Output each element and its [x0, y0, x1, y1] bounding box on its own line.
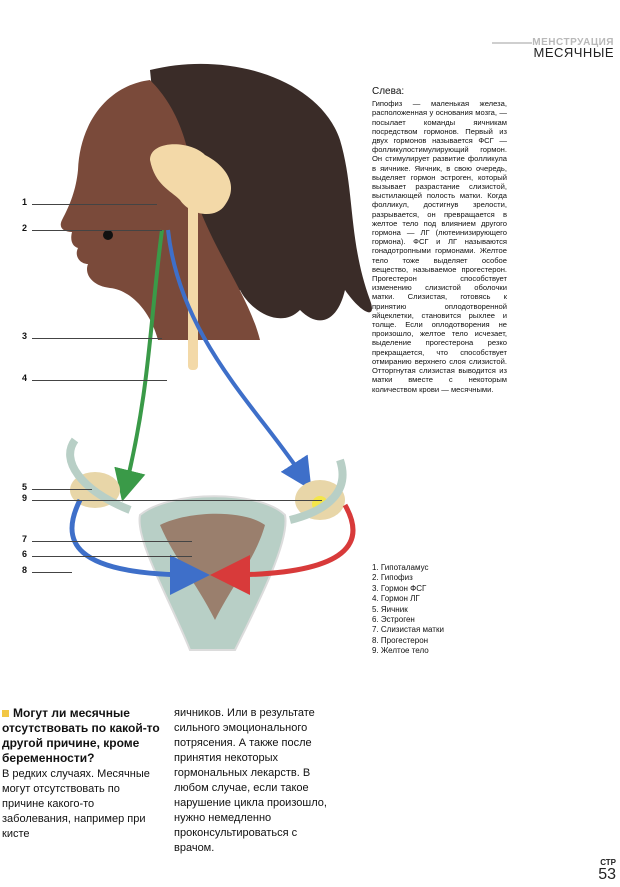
leader-line-8 — [32, 572, 72, 573]
leader-line-5 — [32, 489, 92, 490]
section-subtitle: МЕНСТРУАЦИЯ — [532, 37, 614, 48]
figure-number-4: 4 — [22, 373, 28, 383]
answer-col-2: яичников. Или в результате сильного эмоционального потрясения. А также после принятия некоторых гормональных лекарств. В любом случае, если такое нарушение цикла произошло, нужно немедленно проконсультироваться с врачом. — [174, 707, 327, 854]
figure-number-8: 8 — [22, 565, 28, 575]
figure-legend — [372, 563, 444, 657]
figure-number-6: 6 — [22, 549, 28, 559]
answer-col-1: В редких случаях. Месячные могут отсутствовать по причине какого-то заболевания, например при кисте — [2, 768, 150, 840]
question-title-text: Могут ли месячные отсутствовать по какой-то другой причине, кроме беременности? — [2, 706, 160, 765]
question-title — [2, 706, 162, 766]
section-header — [532, 38, 614, 59]
legend-item: 6. Эстроген — [372, 615, 415, 625]
legend-item: 2. Гипофиз — [372, 573, 413, 583]
hormone-illustration — [0, 60, 380, 660]
figure-number-1: 1 — [22, 197, 28, 207]
header-rule — [492, 42, 532, 44]
side-heading: Слева: — [372, 86, 405, 97]
leader-line-1 — [32, 204, 157, 205]
legend-item: 7. Слизистая матки — [372, 625, 444, 635]
section-title: МЕСЯЧНЫЕ — [533, 45, 614, 60]
figure-number-2: 2 — [22, 223, 28, 233]
page-number-value: 53 — [598, 866, 616, 883]
figure-number-7: 7 — [22, 534, 28, 544]
leader-line-4 — [32, 380, 167, 381]
legend-item: 8. Прогестерон — [372, 635, 429, 645]
leader-line-9 — [32, 500, 322, 501]
leader-line-3 — [32, 338, 162, 339]
question-block — [2, 706, 162, 842]
figure-number-9: 9 — [22, 493, 28, 503]
page-number — [598, 858, 616, 883]
legend-item: 4. Гормон ЛГ — [372, 594, 420, 604]
page-label: СТР — [600, 858, 616, 867]
leader-line-6 — [32, 556, 192, 557]
leader-line-2 — [32, 230, 162, 231]
bullet-square-icon — [2, 710, 9, 717]
legend-item: 5. Яичник — [372, 604, 408, 614]
figure-number-5: 5 — [22, 482, 28, 492]
legend-item: 9. Желтое тело — [372, 646, 429, 656]
legend-item: 3. Гормон ФСГ — [372, 583, 427, 593]
leader-line-7 — [32, 541, 192, 542]
side-text — [372, 87, 507, 394]
legend-item: 1. Гипоталамус — [372, 563, 429, 572]
eye — [103, 230, 113, 240]
side-body: Гипофиз — маленькая железа, расположенная у основания мозга, — посылает команды яичникам посредством гормонов. Первый из двух гормонов называется ФСГ — фолликулостимулирующий гормон. Он стимулирует развитие фолликула в яичнике. Яичник, в свою очередь, выделяет гормон эстроген, который вызывает разрастание слизистой, выстилающей полость матки. Когда фолликул, достигнув зрелости, разрывается, он превращается в желтое тело под влиянием другого гормона — ЛГ (лютеинизирующего гормона). ФСГ и ЛГ называются гонадотропными гормонами. Желтое тело тоже выделяет особое вещество, называемое прогестерон. Прогестерон способствует изменению слизистой оболочки матки. Слизистая, готовясь к принятию оплодотворенной яйцеклетки, становится рыхлее и толще. Если оплодотворения не произошло, желтое тело исчезает, выделение прогестерона резко прекращается, что способствует отмиранию верхнего слоя слизистой. Отторгнутая слизистая выводится из матки вместе с некоторым количеством крови — месячными. — [372, 99, 507, 394]
pituitary-stalk — [188, 200, 198, 370]
figure-number-3: 3 — [22, 331, 28, 341]
